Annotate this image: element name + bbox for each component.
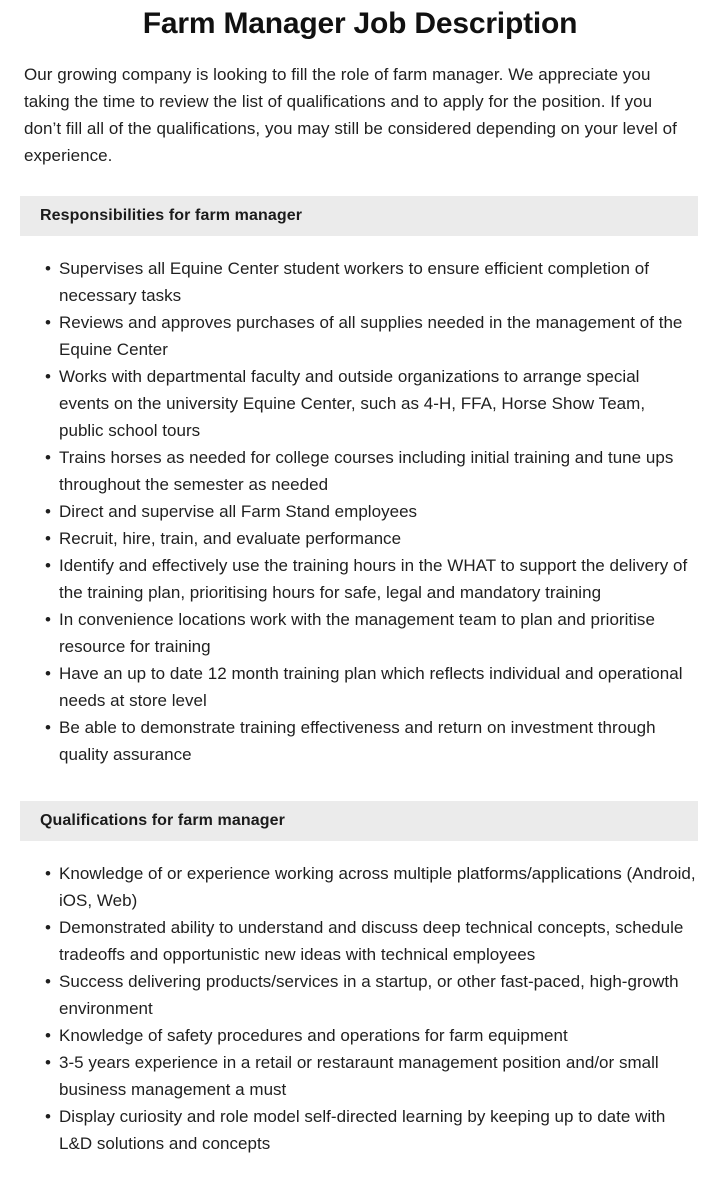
section-header-responsibilities: Responsibilities for farm manager	[20, 196, 698, 236]
list-item: • In convenience locations work with the management team to plan and prioritise resource for training	[45, 606, 692, 660]
list-item: • Knowledge of safety procedures and operations for farm equipment	[45, 1022, 696, 1049]
list-item: • Display curiosity and role model self-directed learning by keeping up to date with L&D solutions and concepts	[45, 1103, 696, 1157]
list-item: • Recruit, hire, train, and evaluate performance	[45, 525, 692, 552]
list-item: • Have an up to date 12 month training plan which reflects individual and operational needs at store level	[45, 660, 692, 714]
qualifications-list	[0, 841, 720, 1157]
list-item: • Identify and effectively use the training hours in the WHAT to support the delivery of the training plan, prioritising hours for safe, legal and mandatory training	[45, 552, 692, 606]
list-item: • Knowledge of or experience working across multiple platforms/applications (Android, iOS, Web)	[45, 860, 696, 914]
list-item: • Trains horses as needed for college courses including initial training and tune ups throughout the semester as needed	[45, 444, 692, 498]
list-item: • Supervises all Equine Center student workers to ensure efficient completion of necessary tasks	[45, 255, 692, 309]
list-item: • Demonstrated ability to understand and discuss deep technical concepts, schedule tradeoffs and opportunistic new ideas with technical employees	[45, 914, 696, 968]
list-item: • Reviews and approves purchases of all supplies needed in the management of the Equine Center	[45, 309, 692, 363]
list-item: • Be able to demonstrate training effectiveness and return on investment through quality assurance	[45, 714, 692, 768]
list-item: • 3-5 years experience in a retail or restaraunt management position and/or small business management a must	[45, 1049, 696, 1103]
section-header-qualifications: Qualifications for farm manager	[20, 801, 698, 841]
list-item: • Works with departmental faculty and outside organizations to arrange special events on the university Equine Center, such as 4-H, FFA, Horse Show Team, public school tours	[45, 363, 692, 444]
list-item: • Success delivering products/services in a startup, or other fast-paced, high-growth environment	[45, 968, 696, 1022]
responsibilities-list	[0, 236, 720, 768]
page-title: Farm Manager Job Description	[142, 7, 578, 40]
intro-paragraph: Our growing company is looking to fill the role of farm manager. We appreciate you taking the time to review the list of qualifications and to apply for the position. If you don’t fill all of the qualifications, you may still be considered depending on your level of experience.	[24, 65, 677, 165]
list-item: • Direct and supervise all Farm Stand employees	[45, 498, 692, 525]
